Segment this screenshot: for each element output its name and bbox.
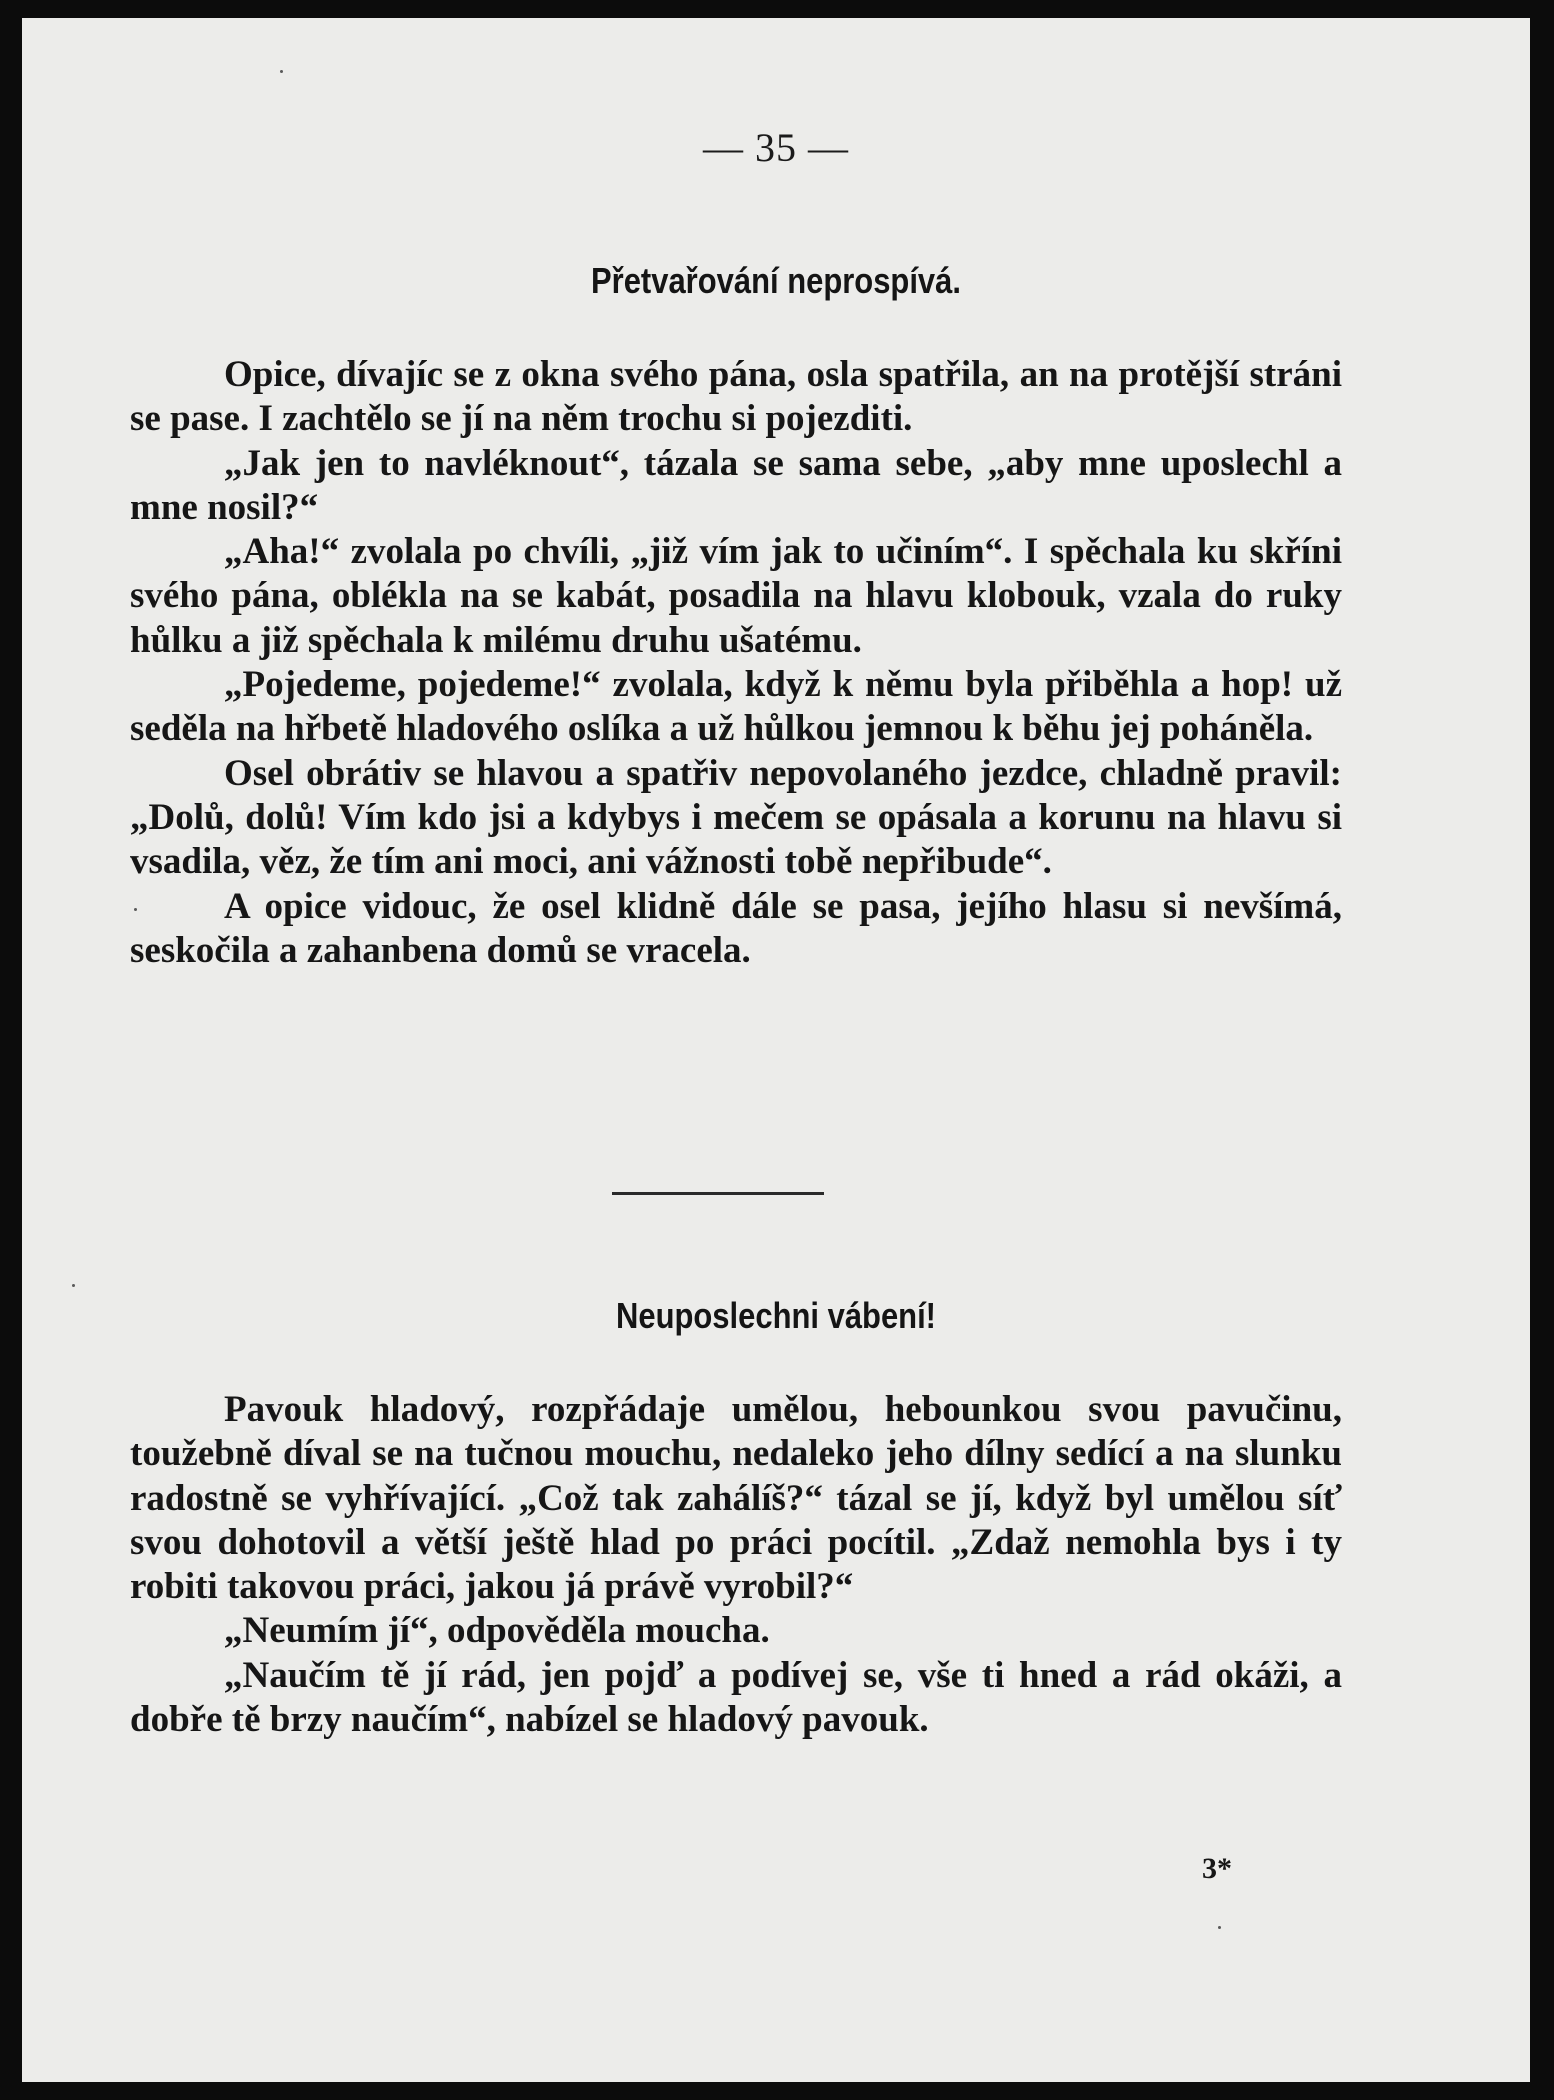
paper-speck [72, 1284, 75, 1287]
story-body-2 [130, 1388, 1342, 1742]
paper-speck [134, 908, 137, 911]
paragraph: A opice vidouc, že osel klidně dále se pasa, jejího hlasu si nevšímá, seskočila a zahanbena domů se vracela. [130, 885, 1342, 971]
paragraph: Osel obrátiv se hlavou a spatřiv nepovolaného jezdce, chladně pravil: „Dolů, dolů! Vím kdo jsi a kdybys i mečem se opásala a korunu na hlavu si vsadila, věz, že tím ani moci, ani vážnosti tobě nepřibude“. [130, 752, 1342, 883]
paragraph: Pavouk hladový, rozpřádaje umělou, hebounkou svou pavučinu, toužebně díval se na tučnou mouchu, nedaleko jeho dílny sedící a na slunku radostně se vyhřívající. „Což tak zahálíš?“ tázal se jí, když byl umělou síť svou dohotovil a větší ještě hlad po práci pocítil. „Zdaž nemohla bys i ty robiti takovou práci, jakou já právě vyrobil?“ [130, 1389, 1342, 1608]
paper-speck [280, 70, 283, 73]
story-body-1 [130, 353, 1342, 973]
scan-border-right [1530, 0, 1554, 2100]
scan-border-left [0, 0, 22, 2100]
story-title-1: Přetvařování neprospívá. [591, 260, 961, 301]
section-divider [612, 1192, 824, 1195]
book-page [22, 18, 1530, 2082]
paragraph: Opice, dívajíc se z okna svého pána, osla spatřila, an na protější stráni se pase. I zachtělo se jí na něm trochu si pojezditi. [130, 354, 1342, 440]
paragraph: „Jak jen to navléknout“, tázala se sama sebe, „aby mne uposlechl a mne nosil?“ [130, 442, 1342, 528]
paragraph: „Neumím jí“, odpověděla moucha. [224, 1610, 770, 1652]
printer-signature-mark: 3* [1202, 1852, 1232, 1885]
paragraph: „Pojedeme, pojedeme!“ zvolala, když k němu byla přiběhla a hop! už seděla na hřbetě hladového oslíka a už hůlkou jemnou k běhu jej poháněla. [130, 664, 1342, 750]
paragraph: „Naučím tě jí rád, jen pojď a podívej se, vše ti hned a rád okáži, a dobře tě brzy naučím“, nabízel se hladový pavouk. [130, 1654, 1342, 1741]
page-number: — 35 — [703, 125, 849, 170]
paragraph: „Aha!“ zvolala po chvíli, „již vím jak to učiním“. I spěchala ku skříni svého pána, oblékla na se kabát, posadila na hlavu klobouk, vzala do ruky hůlku a již spěchala k milému druhu ušatému. [130, 531, 1342, 661]
scan-border-bottom [0, 2082, 1554, 2100]
paper-speck [1218, 1926, 1221, 1929]
scan-border-top [0, 0, 1554, 18]
story-title-2: Neuposlechni vábení! [615, 1295, 936, 1336]
